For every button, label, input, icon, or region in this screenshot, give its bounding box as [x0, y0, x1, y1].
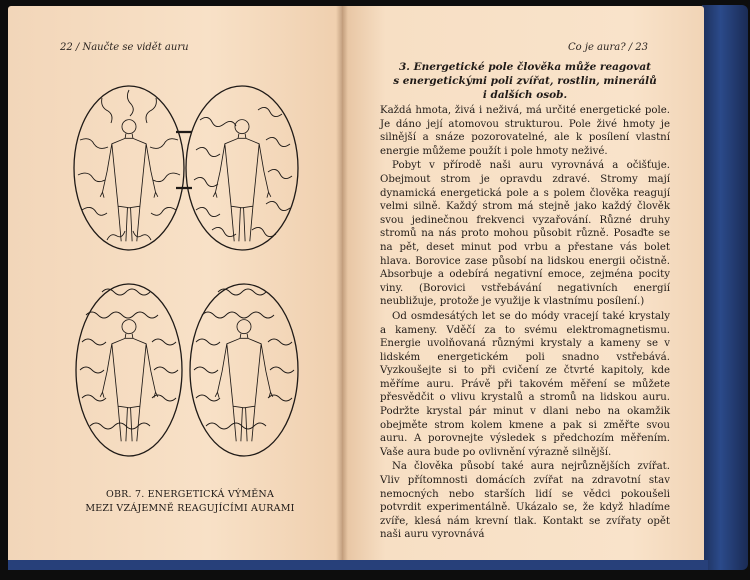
- paragraph: Na člověka působí také aura nejrůznějších zvířat. Vliv přítomnosti domácích zvířat na zdravotní stav nemocných nebo starších lidí se vědci pokoušeli potvrdit experimentálně. Ukázalo se, že když hladíme zvíře, klesá nám krevní tlak. Kontakt se zvířaty opět naši auru vyrovnává: [380, 461, 670, 541]
- aura-exchange-illustration: [72, 80, 308, 488]
- figure-caption: [70, 488, 310, 516]
- section-title: [380, 60, 670, 102]
- caption-line-2: MEZI VZÁJEMNĚ REAGUJÍCÍMI AURAMI: [85, 503, 295, 514]
- paragraph: Pobyt v přírodě naši auru vyrovnává a očišťuje. Obejmout strom je opravdu zdravé. Stromy mají dynamická energetická pole a s polem člověka reagují velmi silně. Každý strom má stejně jako každý člověk svou jedinečnou frekvenci vyzařování. Různé druhy stromů na nás proto mohou působit různě. Posaďte se na pět, deset minut pod vrbu a přestane vás bolet hlava. Borovice zase působí na lidskou energii očistně. Absorbuje a odebírá negativní emoce, zejména pocity viny. (Borovici vstřebávání negativních energií neubližuje, protože je využije k vlastnímu posílení.): [380, 160, 670, 308]
- section-title-line-1: 3. Energetické pole člověka může reagovat: [398, 61, 652, 73]
- section-title-line-3: i dalších osob.: [482, 89, 568, 101]
- bottom-left-aura-figure: [76, 284, 182, 456]
- book-bottom-edge: [8, 560, 708, 570]
- body-text: [380, 104, 670, 543]
- right-page-header: Co je aura? / 23: [568, 42, 649, 53]
- top-right-aura-figure: [176, 86, 298, 250]
- paragraph: Každá hmota, živá i neživá, má určité energetické pole. Je dáno její atomovou strukturou. Pole živé hmoty je silnější a snáze pozorovatelné, ale k posílení vlastní energie můžeme použít i pole hmoty neživé.: [380, 105, 670, 157]
- bottom-right-aura-figure: [190, 284, 298, 456]
- left-page-header: 22 / Naučte se vidět auru: [60, 42, 189, 53]
- section-title-line-2: s energetickými poli zvířat, rostlin, minerálů: [393, 75, 657, 87]
- book-cover-edge: [702, 5, 748, 570]
- book-gutter: [336, 6, 348, 564]
- caption-line-1: OBR. 7. ENERGETICKÁ VÝMĚNA: [105, 489, 275, 500]
- top-left-aura-figure: [74, 86, 184, 250]
- paragraph: Od osmdesátých let se do módy vracejí také krystaly a kameny. Vděčí za to svému elektromagnetismu. Energie uvolňovaná různými krystaly a kameny se v lidském energetickém poli snadno vstřebává. Vyzkoušejte si to při cvičení ze čtvrté kapitoly, kde měříme auru. Právě při takovém měření se můžete přesvědčit o vlivu krystalů a stromů na lidskou auru. Podržte krystal pár minut v dlani nebo na okamžik obejměte strom kolem kmene a pak si změřte svou auru. A porovnejte výsledek s předchozím měřením. Vaše aura bude po ovlivnění výrazně silnější.: [380, 310, 670, 458]
